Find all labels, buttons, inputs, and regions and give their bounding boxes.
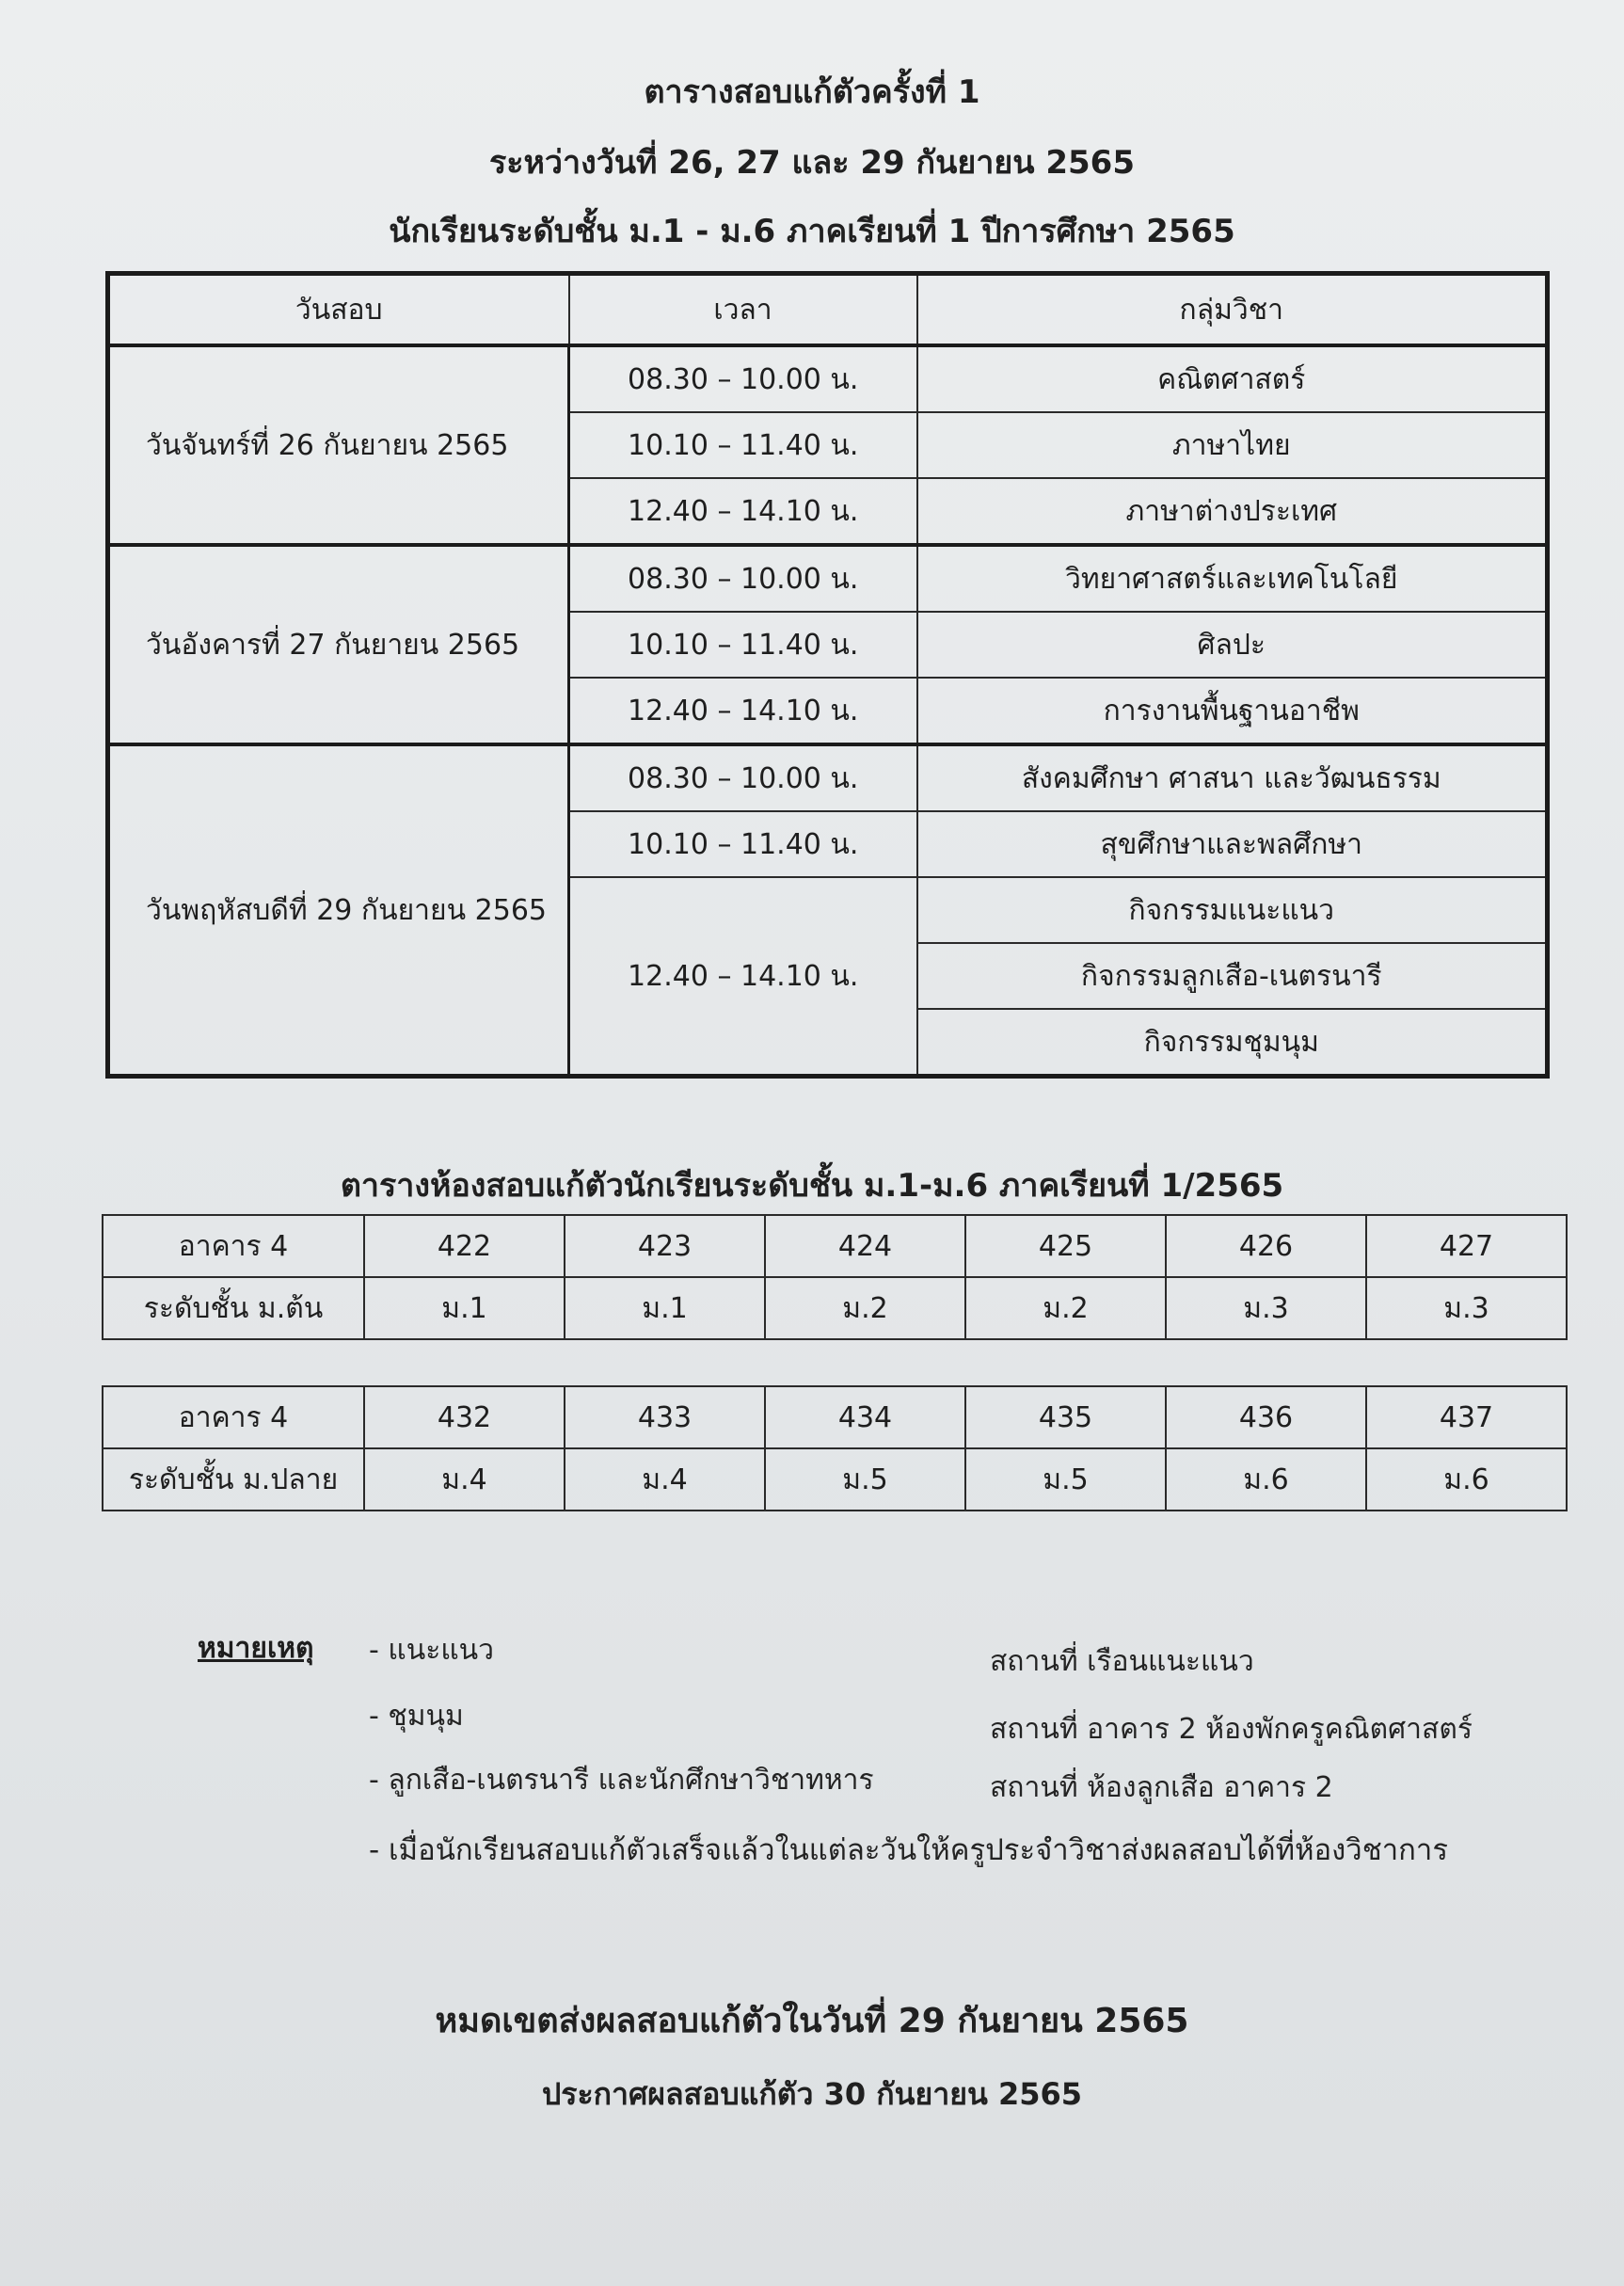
- table-row: [108, 545, 1548, 612]
- subject-cell: คณิตศาสตร์: [917, 345, 1548, 412]
- level-label: ระดับชั้น ม.ต้น: [103, 1277, 364, 1339]
- note-place: สถานที่ อาคาร 2 ห้องพักครูคณิตศาสตร์: [990, 1713, 1473, 1746]
- grade-cell: ม.5: [965, 1448, 1166, 1511]
- column-header-time: เวลา: [569, 274, 917, 346]
- exam-day-cell: วันอังคารที่ 27 กันยายน 2565: [108, 545, 569, 744]
- note-item: - ชุมนุม: [369, 1700, 464, 1733]
- note-place: สถานที่ ห้องลูกเสือ อาคาร 2: [990, 1771, 1333, 1804]
- exam-time-cell: 10.10 – 11.40 น.: [569, 412, 917, 478]
- grade-cell: ม.2: [965, 1277, 1166, 1339]
- note-place: สถานที่ เรือนแนะแนว: [990, 1645, 1254, 1678]
- building-label: อาคาร 4: [103, 1215, 364, 1277]
- exam-time-cell: 12.40 – 14.10 น.: [569, 877, 917, 1077]
- subject-cell: กิจกรรมแนะแนว: [917, 877, 1548, 943]
- exam-time-cell: 08.30 – 10.00 น.: [569, 545, 917, 612]
- notes-label: หมายเหตุ: [198, 1632, 314, 1665]
- grade-cell: ม.4: [364, 1448, 565, 1511]
- exam-time-cell: 12.40 – 14.10 น.: [569, 478, 917, 545]
- subject-cell: กิจกรรมลูกเสือ-เนตรนารี: [917, 943, 1548, 1009]
- grade-cell: ม.2: [765, 1277, 965, 1339]
- room-number-cell: 435: [965, 1386, 1166, 1448]
- subject-cell: การงานพื้นฐานอาชีพ: [917, 678, 1548, 744]
- exam-time-cell: 12.40 – 14.10 น.: [569, 678, 917, 744]
- grade-cell: ม.1: [364, 1277, 565, 1339]
- room-number-cell: 423: [565, 1215, 765, 1277]
- submission-deadline: หมดเขตส่งผลสอบแก้ตัวในวันที่ 29 กันยายน 2565: [435, 2002, 1189, 2040]
- subject-cell: สังคมศึกษา ศาสนา และวัฒนธรรม: [917, 744, 1548, 811]
- note-item: - เมื่อนักเรียนสอบแก้ตัวเสร็จแล้วในแต่ละวันให้ครูประจำวิชาส่งผลสอบได้ที่ห้องวิชาการ: [369, 1833, 1448, 1867]
- room-number-cell: 425: [965, 1215, 1166, 1277]
- grade-cell: ม.3: [1166, 1277, 1366, 1339]
- grade-cell: ม.1: [565, 1277, 765, 1339]
- room-number-cell: 437: [1366, 1386, 1567, 1448]
- schedule-header-row: [108, 274, 1548, 346]
- subject-cell: สุขศึกษาและพลศึกษา: [917, 811, 1548, 877]
- room-table-upper-secondary: [102, 1385, 1568, 1511]
- room-table-lower-secondary: [102, 1214, 1568, 1340]
- column-header-subject: กลุ่มวิชา: [917, 274, 1548, 346]
- results-announcement: ประกาศผลสอบแก้ตัว 30 กันยายน 2565: [541, 2076, 1083, 2112]
- exam-time-cell: 08.30 – 10.00 น.: [569, 345, 917, 412]
- building-label: อาคาร 4: [103, 1386, 364, 1448]
- level-label: ระดับชั้น ม.ปลาย: [103, 1448, 364, 1511]
- table-row: [108, 744, 1548, 811]
- exam-day-cell: วันจันทร์ที่ 26 กันยายน 2565: [108, 345, 569, 545]
- column-header-day: วันสอบ: [108, 274, 569, 346]
- date-range-heading: ระหว่างวันที่ 26, 27 และ 29 กันยายน 2565: [489, 144, 1135, 182]
- room-number-cell: 436: [1166, 1386, 1366, 1448]
- exam-time-cell: 10.10 – 11.40 น.: [569, 612, 917, 678]
- subject-cell: วิทยาศาสตร์และเทคโนโลยี: [917, 545, 1548, 612]
- grade-cell: ม.3: [1366, 1277, 1567, 1339]
- grade-row: [103, 1448, 1567, 1511]
- grade-row: [103, 1277, 1567, 1339]
- subject-cell: ภาษาไทย: [917, 412, 1548, 478]
- room-table-title: ตารางห้องสอบแก้ตัวนักเรียนระดับชั้น ม.1-ม.6 ภาคเรียนที่ 1/2565: [340, 1167, 1284, 1205]
- room-number-row: [103, 1386, 1567, 1448]
- exam-time-cell: 10.10 – 11.40 น.: [569, 811, 917, 877]
- room-number-cell: 422: [364, 1215, 565, 1277]
- room-number-row: [103, 1215, 1567, 1277]
- exam-day-cell: วันพฤหัสบดีที่ 29 กันยายน 2565: [108, 744, 569, 1077]
- room-number-cell: 427: [1366, 1215, 1567, 1277]
- document-title: ตารางสอบแก้ตัวครั้งที่ 1: [644, 73, 980, 111]
- subject-cell: ภาษาต่างประเทศ: [917, 478, 1548, 545]
- room-number-cell: 432: [364, 1386, 565, 1448]
- grade-cell: ม.5: [765, 1448, 965, 1511]
- subject-cell: ศิลปะ: [917, 612, 1548, 678]
- room-number-cell: 426: [1166, 1215, 1366, 1277]
- room-number-cell: 433: [565, 1386, 765, 1448]
- room-number-cell: 434: [765, 1386, 965, 1448]
- exam-schedule-table: [105, 271, 1550, 1079]
- note-item: - ลูกเสือ-เนตรนารี และนักศึกษาวิชาทหาร: [369, 1764, 874, 1797]
- exam-time-cell: 08.30 – 10.00 น.: [569, 744, 917, 811]
- grade-cell: ม.6: [1366, 1448, 1567, 1511]
- table-row: [108, 345, 1548, 412]
- grade-cell: ม.4: [565, 1448, 765, 1511]
- grade-cell: ม.6: [1166, 1448, 1366, 1511]
- subject-cell: กิจกรรมชุมนุม: [917, 1009, 1548, 1077]
- room-number-cell: 424: [765, 1215, 965, 1277]
- student-level-heading: นักเรียนระดับชั้น ม.1 - ม.6 ภาคเรียนที่ 1 ปีการศึกษา 2565: [389, 213, 1235, 250]
- note-item: - แนะแนว: [369, 1634, 495, 1667]
